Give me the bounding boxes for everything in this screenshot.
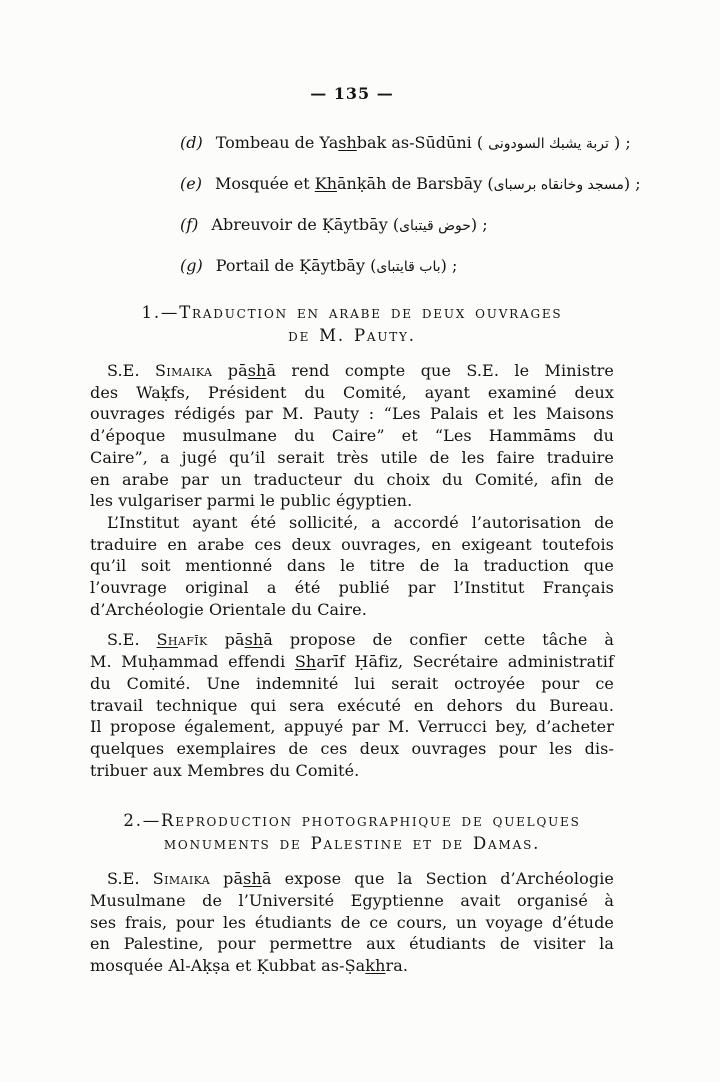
paragraph: [90, 868, 614, 977]
text-run: Caire”, a jugé qu’il serait très utile de les faire traduire: [90, 447, 614, 467]
section-heading: [90, 809, 614, 855]
list-item-letter: (e): [180, 174, 202, 193]
text-run: kh: [365, 956, 386, 976]
text-line: [90, 716, 614, 738]
page-number: — 135 —: [310, 84, 394, 103]
text-line: [90, 738, 614, 760]
heading-line: de M. Pauty.: [288, 326, 416, 345]
text-run: d’Archéologie Orientale du Caire.: [90, 599, 367, 619]
text-run: l’ouvrage original a été publié par l’Institut Français: [90, 578, 614, 598]
text-line: [90, 599, 614, 621]
text-run: traduire en arabe ces deux ouvrages, en exigeant toutefois: [90, 534, 614, 554]
text-run: S.E.: [107, 361, 155, 380]
text-run: Abreuvoir de Ḳāytbāy (: [211, 215, 400, 234]
text-line: [90, 403, 614, 425]
arabic-text: مسجد وخانقاه برسباى: [493, 177, 624, 193]
paragraph: [90, 512, 614, 621]
text-line: [90, 382, 614, 404]
text-line: [90, 912, 614, 934]
paragraph: [90, 360, 614, 512]
sections-container: [90, 301, 614, 977]
text-run: sh: [243, 869, 262, 889]
text-run: des Waḳfs, Président du Comité, ayant examiné deux: [90, 382, 614, 402]
text-run: ā expose que la Section d’Archéologie: [261, 869, 614, 889]
text-run: afīk: [177, 630, 208, 650]
text-line: [90, 555, 614, 577]
text-run: ouvrages rédigés par M. Pauty : “Les Palais et les Maisons: [90, 404, 614, 424]
heading-line: 2.—Reproduction photographique de quelques: [123, 811, 581, 831]
text-run: ) ;: [608, 133, 631, 152]
text-line: [90, 673, 614, 695]
section-heading: [90, 301, 614, 347]
text-run: les vulgariser parmi le public égyptien.: [90, 491, 413, 511]
text-run: mosquée Al-Aḳṣa et Ḳubbat as-Ṣa: [90, 956, 366, 976]
text-run: bak as-Sūdūni (: [356, 133, 489, 152]
text-line: [90, 512, 614, 534]
text-run: ) ;: [440, 256, 458, 275]
list-item-text: [216, 133, 631, 152]
text-line: [90, 629, 614, 651]
text-run: ra.: [385, 956, 409, 976]
text-run: ) ;: [623, 174, 641, 193]
text-line: [90, 933, 614, 955]
text-line: [90, 651, 614, 673]
text-run: d’époque musulmane du Caire” et “Les Hammāms du: [90, 426, 614, 446]
text-run: Simaika: [155, 361, 213, 380]
text-run: Sh: [156, 630, 178, 650]
text-run: tribuer aux Membres du Comité.: [90, 760, 360, 780]
text-line: [90, 868, 614, 890]
paragraph: [90, 629, 614, 781]
list-item-text: [215, 174, 641, 193]
text-run: pā: [207, 630, 245, 650]
arabic-text: باب قايتباى: [376, 259, 441, 275]
text-line: [90, 695, 614, 717]
list-item-letter: (d): [180, 133, 203, 152]
text-run: Kh: [314, 174, 337, 193]
text-run: sh: [247, 361, 267, 380]
text-run: S.E.: [107, 630, 157, 650]
text-line: [90, 760, 614, 782]
list-item: [180, 215, 614, 236]
text-run: Portail de Ḳāytbāy (: [215, 256, 377, 275]
text-run: en arabe par un traducteur du choix du Comité, afin de: [90, 469, 614, 489]
text-run: Mosquée et: [214, 174, 315, 193]
arabic-text: تربة يشبك السودونى: [488, 136, 609, 152]
heading-line: 1.—Traduction en arabe de deux ouvrages: [141, 303, 563, 322]
text-run: arīf Ḥāfiz, Secrétaire administratif: [316, 652, 614, 672]
page-content: [90, 84, 641, 977]
text-run: L’Institut ayant été sollicité, a accordé l’autorisation de: [107, 512, 614, 532]
section: [90, 809, 614, 977]
list-item-text: [211, 215, 487, 234]
text-run: ses frais, pour les étudiants de ce cours, un voyage d’étude: [90, 912, 614, 932]
text-run: S.E.: [107, 869, 153, 889]
text-line: [90, 469, 614, 491]
list-item-text: [216, 256, 458, 275]
list-item-letter: (g): [180, 256, 203, 275]
text-run: qu’il soit mentionné dans le titre de la traduction que: [90, 556, 614, 576]
text-run: ā rend compte que S.E. le Ministre: [266, 361, 614, 380]
arabic-text: حوض قيتباى: [399, 218, 471, 234]
section: [90, 301, 614, 781]
text-line: [90, 890, 614, 912]
text-line: [90, 360, 614, 382]
text-run: M. Muḥammad effendi: [90, 652, 295, 672]
list-item: [180, 174, 641, 195]
text-run: Musulmane de l’Université Egyptienne avait organisé à: [90, 891, 614, 911]
text-line: [90, 534, 614, 556]
text-run: en Palestine, pour permettre aux étudiants de visiter la: [90, 934, 614, 954]
list-item-letter: (f): [180, 215, 199, 234]
text-run: Sh: [294, 652, 317, 672]
heading-line: monuments de Palestine et de Damas.: [163, 834, 541, 854]
text-run: quelques exemplaires de ces deux ouvrages pour les dis-: [90, 738, 614, 758]
text-run: Il propose également, appuyé par M. Verrucci bey, d’acheter: [90, 717, 614, 737]
list-item: [180, 133, 631, 154]
text-line: [90, 425, 614, 447]
text-run: pā: [212, 361, 248, 380]
text-run: travail technique qui sera exécuté en dehors du Bureau.: [90, 695, 614, 715]
text-run: sh: [338, 133, 357, 152]
text-run: ) ;: [470, 215, 488, 234]
text-run: Simaika: [152, 869, 211, 889]
text-line: [90, 955, 614, 977]
text-line: [90, 490, 614, 512]
text-run: du Comité. Une indemnité lui serait octroyée pour ce: [90, 673, 614, 693]
text-line: [90, 447, 614, 469]
list-item: [180, 256, 614, 277]
text-run: pā: [210, 869, 244, 889]
text-run: Tombeau de Ya: [215, 133, 339, 152]
text-run: sh: [244, 630, 264, 650]
text-line: [90, 577, 614, 599]
monument-list: [180, 133, 641, 277]
text-run: ānḳāh de Barsbāy (: [337, 174, 494, 193]
text-run: ā propose de confier cette tâche à: [263, 630, 614, 650]
